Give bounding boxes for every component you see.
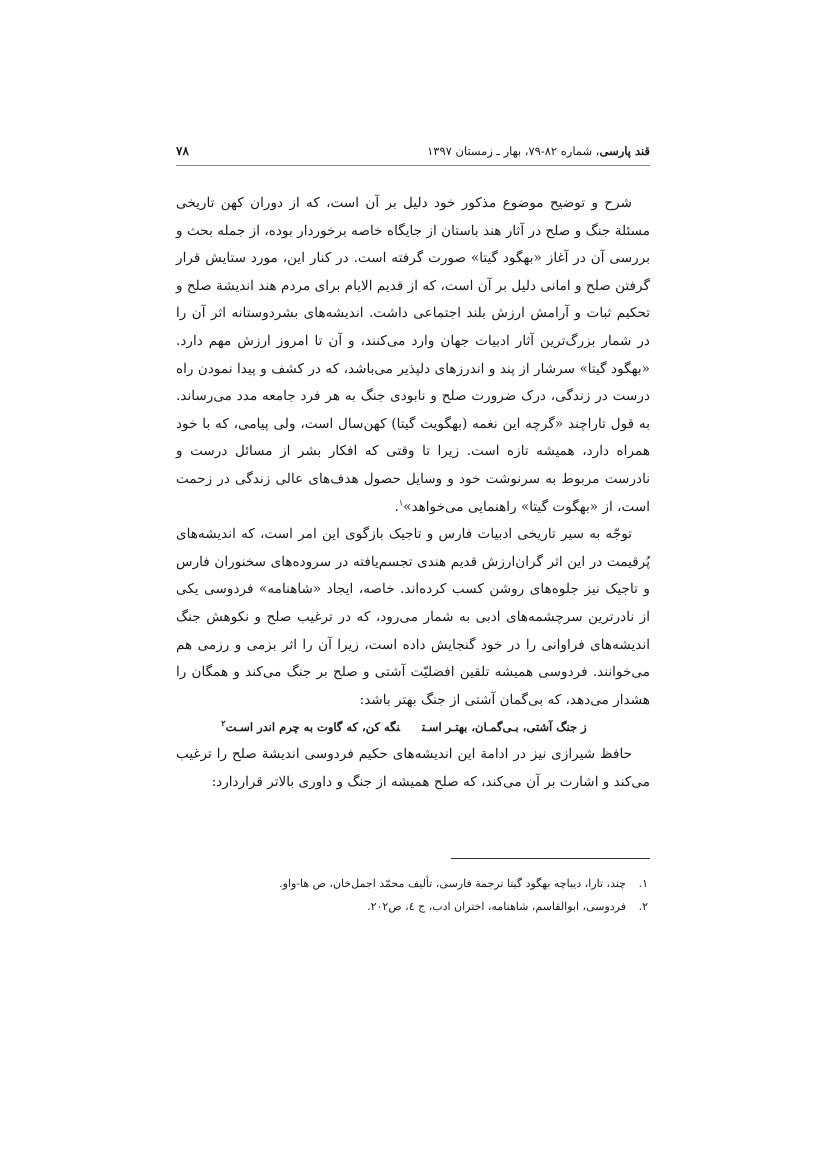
- running-header: [176, 144, 650, 164]
- main-text: [176, 190, 650, 796]
- footnote-item: [176, 872, 650, 895]
- footnote-number: ۱.: [638, 877, 648, 890]
- paragraph-1-text: شرح و توضیح موضوع مذکور خود دلیل بر آن است، که از دوران کهن تاریخی مسئلة جنگ و صلح در آثار هند باستان از جایگاه خاصه برخوردار بوده، از جمله بحث و بررسی آن در آغاز «بهگود گیتا» صورت گرفته است. در کنار این، مورد ستایش قرار گرفتن صلح و امانی دلیل بر آن است، که از قدیم الایام برای مردم هند اندیشة صلح و تحکیم ثبات و آرامش ارزش بلند اجتماعی داشت. اندیشه‌های بشردوستانه اثر آن را در شمار بزرگ‌ترین آثار ادبیات جهان وارد می‌کنند، و آن تا امروز ارزش مهم دارد. «بهگود گیتا» سرشار از پند و اندرزهای دلپذیر می‌باشد، که در کشف و پیدا نمودن راه درست در زندگی، درک ضرورت صلح و نابودی جنگ به هر فرد جامعه مدد می‌رساند. به قول تاراچند «گرچه این نغمه (بهگویت گیتا) کهن‌سال است، ولی پیامی، که با خود همراه دارد، همیشه تازه است. زیرا تا وقتی که افکار بشر از مسائل درست و نادرست مربوط به سرنوشت خود و وسایل حصول هدف‌های عالی زندگی در زحمت است، از «بهگوت گیتا» راهنمایی می‌خواهد»: [176, 195, 650, 515]
- footnote-item: [176, 895, 650, 918]
- footnote-text: چند، تارا، دیباچه بهگود گیتا ترجمة فارسی، تألیف محمّد اجمل‌خان، ص ها-واو.: [279, 877, 626, 890]
- verse-couplet: [176, 714, 650, 741]
- journal-name: قند پارسی: [599, 144, 650, 158]
- verse-hemistich-1: ز جنگ آشتی، بـی‌گمـان، بهتـر اسـت: [421, 720, 587, 735]
- verse-hemistich-2: نگه کن، که گاوت به چرم اندر اسـت: [225, 720, 400, 735]
- paragraph-3: حافظ شیرازی نیز در ادامة این اندیشه‌های حکیم فردوسی اندیشة صلح را ترغیب می‌کند و اشارت بر آن می‌کند، که صلح همیشه از جنگ و داوری بالاتر قراردارد:: [176, 746, 650, 790]
- paragraph-2: توجّه به سیر تاریخی ادبیات فارس و تاجیک بازگوی این امر است، که اندیشه‌های پُرقیمت در این اثر گران‌ارزش قدیم هندی تجسم‌یافته در سروده‌های سخنوران فارس و تاجیک نیز جلوه‌های روشن کسب کرده‌اند. خاصه، ایجاد «شاهنامه» فردوسی یکی از نادرترین سرچشمه‌های ادبی به شمار می‌رود، که در ترغیب صلح و نکوهش جنگ اندیشه‌های فراوانی را در خود گنجایش داده است، زیرا آن را اثر بزمی و رزمی هم می‌خوانند. فردوسی همیشه تلقین افضلیّت آشتی و صلح بر جنگ می‌کند و همگان را هشدار می‌دهد، که بی‌گمان آشتی از جنگ بهتر باشد:: [176, 526, 650, 708]
- footnotes: [176, 872, 650, 918]
- footnote-divider: [451, 858, 650, 859]
- issue-info: ، شماره ۸۲-۷۹، بهار ـ زمستان ۱۳۹۷: [427, 144, 600, 158]
- header-divider: [176, 165, 650, 166]
- footnote-ref-2: ۲: [221, 718, 226, 729]
- journal-citation: [427, 144, 650, 158]
- footnote-text: فردوسی، ابوالقاسم، شاهنامه، اختران ادب، ج ٤، ص۲۰۲.: [367, 900, 626, 913]
- paragraph-1-end: .: [394, 498, 399, 515]
- paragraph-1: [176, 190, 650, 521]
- footnote-number: ۲.: [638, 900, 648, 913]
- footnote-ref-1: ۱: [398, 498, 404, 507]
- page-number: ۷۸: [176, 144, 189, 158]
